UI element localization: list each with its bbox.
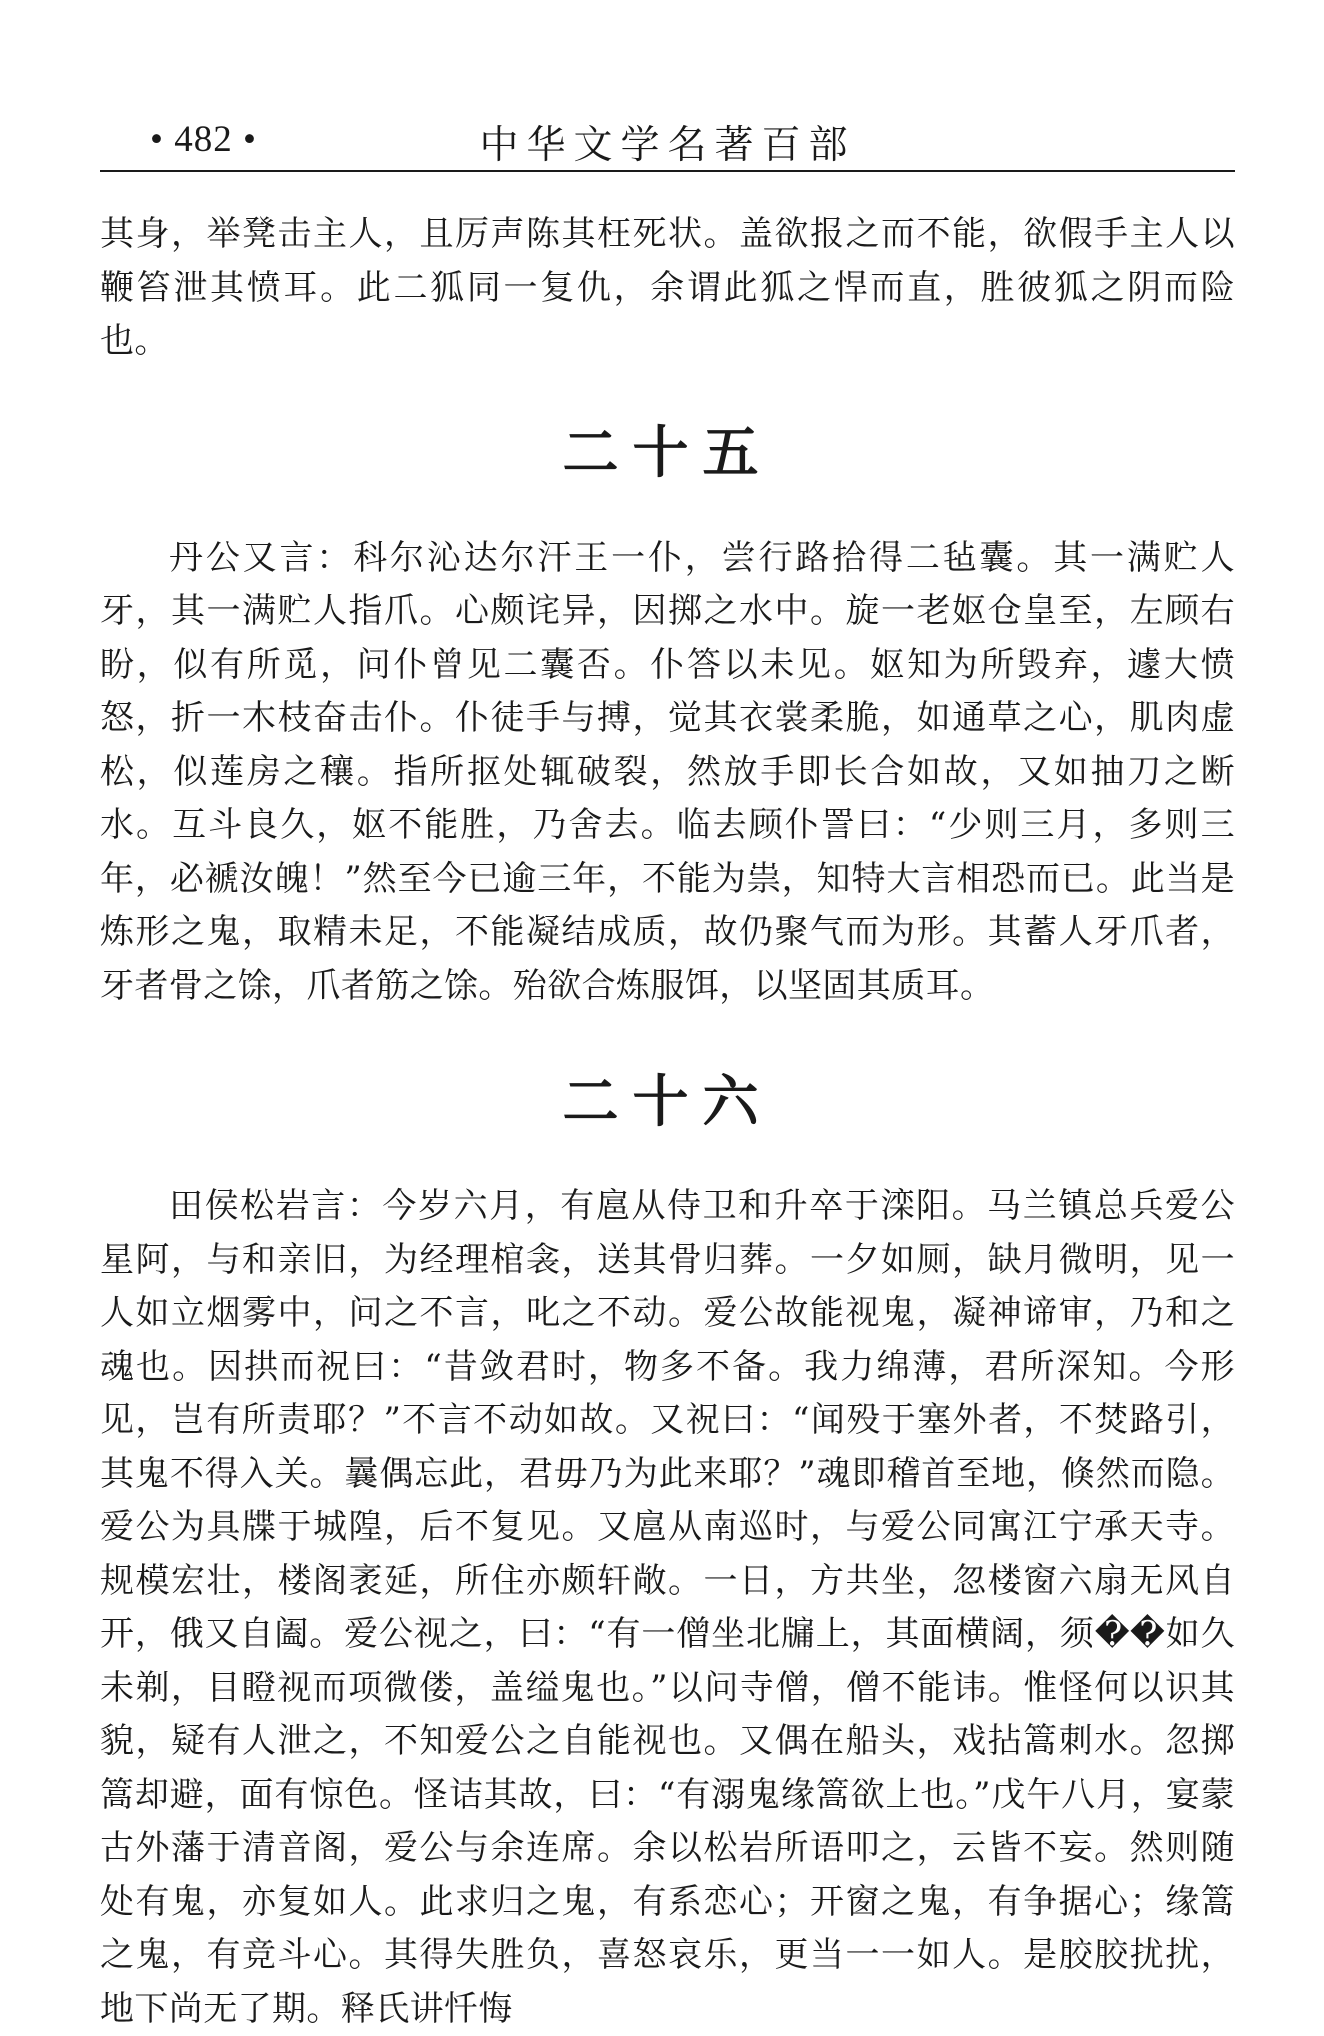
page-body xyxy=(100,208,1235,2036)
header-rule xyxy=(100,170,1235,172)
section-heading-25: 二十五 xyxy=(562,420,773,486)
page-number: • 482 • xyxy=(150,119,257,160)
continued-paragraph: 其身，举凳击主人，且厉声陈其枉死状。盖欲报之而不能，欲假手主人以鞭笞泄其愤耳。此二狐同一复仇，余谓此狐之悍而直，胜彼狐之阴而险也。 xyxy=(100,214,1235,361)
section-26-paragraph: 田侯松岩言：今岁六月，有扈从侍卫和升卒于滦阳。马兰镇总兵爱公星阿，与和亲旧，为经理棺衾，送其骨归葬。一夕如厕，缺月微明，见一人如立烟雾中，问之不言，叱之不动。爱公故能视鬼，凝神谛审，乃和之魂也。因拱而祝曰：“昔敛君时，物多不备。我力绵薄，君所深知。今形见，岂有所责耶？”不言不动如故。又祝曰：“闻殁于塞外者，不焚路引，其鬼不得入关。曩偶忘此，君毋乃为此来耶？”魂即稽首至地，倏然而隐。爱公为具牒于城隍，后不复见。又扈从南巡时，与爱公同寓江宁承天寺。规模宏壮，楼阁袤延，所住亦颇轩敞。一日，方共坐，忽楼窗六扇无风自开，俄又自阖。爱公视之，曰：“有一僧坐北牖上，其面横阔，须��如久未剃，目瞪视而项微偻，盖缢鬼也。”以问寺僧，僧不能讳。惟怪何以识其貌，疑有人泄之，不知爱公之自能视也。又偶在船头，戏拈篙刺水。忽掷篙却避，面有惊色。怪诘其故，曰：“有溺鬼缘篙欲上也。”戊午八月，宴蒙古外藩于清音阁，爱公与余连席。余以松岩所语叩之，云皆不妄。然则随处有鬼，亦复如人。此求归之鬼，有系恋心；开窗之鬼，有争据心；缘篙之鬼，有竞斗心。其得失胜负，喜怒哀乐，更当一一如人。是胶胶扰扰，地下尚无了期。释氏讲忏悔 xyxy=(100,1186,1235,2029)
section-heading-26: 二十六 xyxy=(562,1070,773,1135)
section-25-paragraph: 丹公又言：科尔沁达尔汗王一仆，尝行路拾得二毡囊。其一满贮人牙，其一满贮人指爪。心颇诧异，因掷之水中。旋一老妪仓皇至，左顾右盼，似有所觅，问仆曾见二囊否。仆答以未见。妪知为所毁弃，遽大愤怒，折一木枝奋击仆。仆徒手与搏，觉其衣裳柔脆，如通草之心，肌肉虚松，似莲房之穰。指所抠处辄破裂，然放手即长合如故，又如抽刀之断水。互斗良久，妪不能胜，乃舍去。临去顾仆詈曰：“少则三月，多则三年，必褫汝魄！”然至今已逾三年，不能为祟，知特大言相恐而已。此当是炼形之鬼，取精未足，不能凝结成质，故仍聚气而为形。其蓄人牙爪者，牙者骨之馀，爪者筋之馀。殆欲合炼服饵，以坚固其质耳。 xyxy=(100,537,1235,1006)
page-header xyxy=(100,110,1235,174)
running-book-title: 中华文学名著百部 xyxy=(479,123,856,168)
